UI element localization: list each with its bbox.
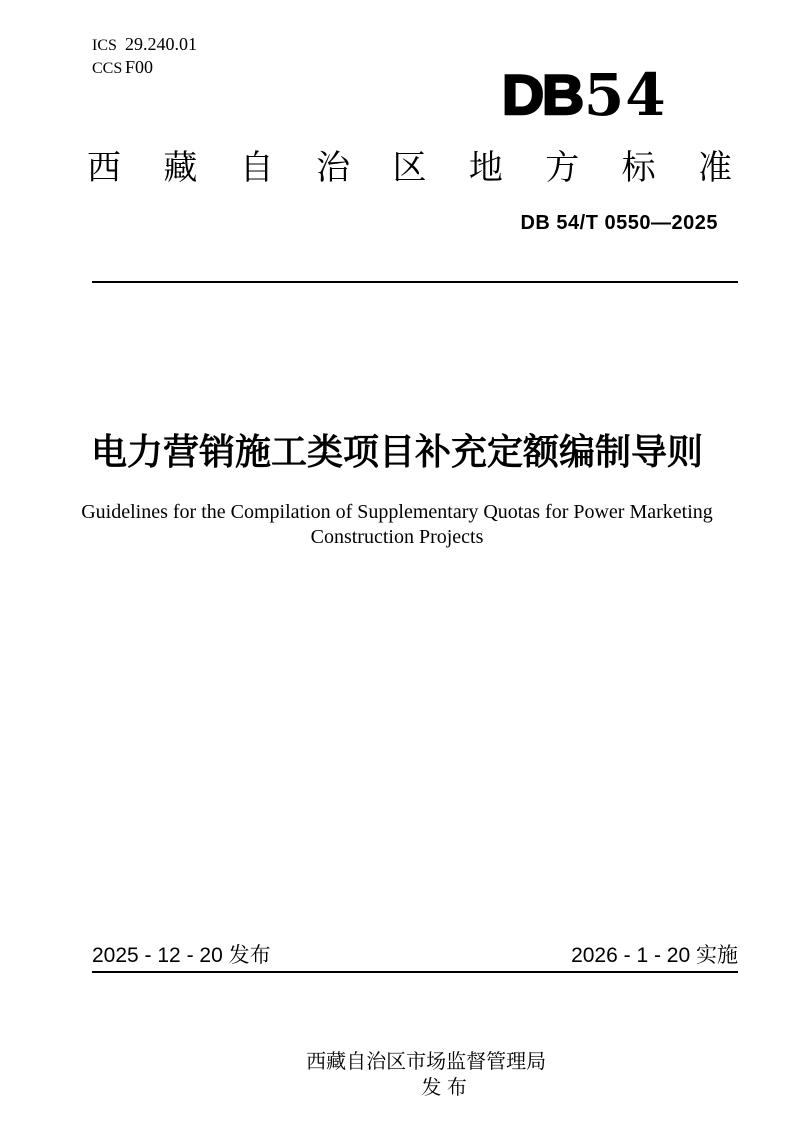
ccs-label: CCS [92, 60, 123, 77]
classification-codes [92, 34, 197, 80]
standard-number: DB 54/T 0550—2025 [520, 212, 718, 234]
db54-logo-region-number: 54 [583, 61, 667, 129]
ics-value: 29.240.01 [125, 34, 197, 54]
standard-type-char: 治 [316, 149, 351, 187]
db54-logo [502, 61, 667, 129]
standard-type-char: 方 [545, 149, 580, 187]
publisher-row [92, 1023, 738, 1123]
standard-type-char: 自 [239, 149, 274, 187]
standard-type-char: 区 [392, 149, 427, 187]
document-title-english-line1: Guidelines for the Compilation of Supplementary Quotas for Power Marketing [81, 501, 713, 523]
db54-logo-db-text: DB [502, 63, 582, 126]
publisher-name: 西藏自治区市场监督管理局 [306, 1051, 547, 1073]
bottom-divider-line [92, 971, 738, 973]
standard-type-char: 西 [87, 149, 121, 187]
issue-date: 2025 - 12 - 20 发布 [92, 944, 271, 967]
standard-type-char: 地 [468, 149, 503, 187]
document-title-english-line2: Construction Projects [310, 526, 484, 548]
ics-code-row [92, 34, 197, 57]
standard-type-char: 藏 [163, 149, 198, 187]
standard-type-char: 标 [621, 149, 656, 187]
ccs-value: F00 [125, 57, 154, 77]
standard-type-char: 准 [698, 149, 732, 187]
publish-label: 发 布 [421, 1077, 467, 1099]
dates-row [92, 944, 738, 968]
document-title-english [67, 500, 727, 550]
ccs-code-row [92, 57, 197, 80]
standard-type-heading [87, 148, 732, 188]
implementation-date: 2026 - 1 - 20 实施 [571, 944, 738, 967]
document-title-chinese: 电力营销施工类项目补充定额编制导则 [90, 431, 703, 472]
ics-label: ICS [92, 37, 117, 54]
top-divider-line [92, 281, 738, 283]
